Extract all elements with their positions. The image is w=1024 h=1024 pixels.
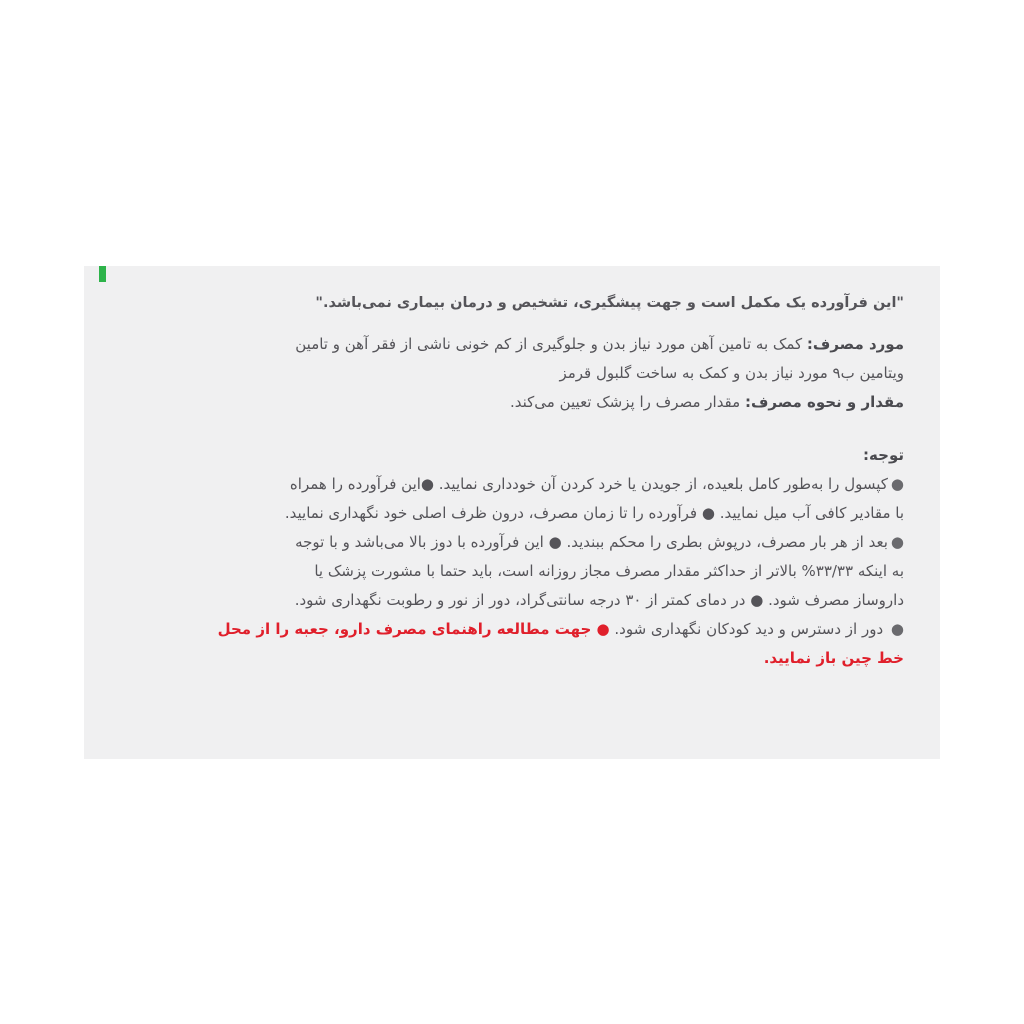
usage-line-2: ویتامین ب۹ مورد نیاز بدن و کمک به ساخت گلبول قرمز — [559, 364, 904, 382]
bullet-icon: ● — [890, 533, 904, 551]
notes-line-4: به اینکه ۳۳/۳۳% بالاتر از حداکثر مقدار مصرف مجاز روزانه است، باید حتما با مشورت پزشک یا — [314, 562, 904, 580]
usage-label: مورد مصرف: — [806, 335, 904, 353]
notes-line-2: با مقادیر کافی آب میل نمایید. ● فرآورده را تا زمان مصرف، درون ظرف اصلی خود نگهداری نمایید. — [284, 504, 904, 522]
notes-line-1-text: کپسول را به‌طور کامل بلعیده، از جویدن یا خرد کردن آن خودداری نمایید. ●این فرآورده را همراه — [289, 475, 888, 493]
notes-line-3-text: بعد از هر بار مصرف، درپوش بطری را محکم ببندید. ● این فرآورده با دوز بالا می‌باشد و با توجه — [295, 533, 888, 551]
usage-line-1 — [118, 330, 904, 359]
open-box-instruction-end: خط چین باز نمایید. — [763, 649, 904, 667]
dosage-label: مقدار و نحوه مصرف: — [744, 393, 904, 411]
usage-text-1: کمک به تامین آهن مورد نیاز بدن و جلوگیری از کم خونی ناشی از فقر آهن و تامین — [295, 335, 807, 353]
bullet-icon: ● — [890, 620, 904, 638]
notes-line-3 — [118, 528, 904, 557]
leaflet-text — [118, 286, 904, 673]
green-registration-mark — [99, 266, 106, 282]
notes-heading: توجه: — [863, 446, 904, 464]
dosage-line — [118, 388, 904, 417]
bullet-icon: ● — [890, 475, 904, 493]
notes-line-6 — [118, 615, 904, 644]
open-box-instruction: ● جهت مطالعه راهنمای مصرف دارو، جعبه را از محل — [217, 620, 610, 638]
notes-line-1 — [118, 470, 904, 499]
notes-line-5: داروساز مصرف شود. ● در دمای کمتر از ۳۰ درجه سانتی‌گراد، دور از نور و رطوبت نگهداری شود. — [294, 591, 904, 609]
disclaimer: "این فرآورده یک مکمل است و جهت پیشگیری، تشخیص و درمان بیماری نمی‌باشد." — [315, 295, 904, 311]
dosage-text: مقدار مصرف را پزشک تعیین می‌کند. — [509, 393, 745, 411]
notes-line-6-text: دور از دسترس و دید کودکان نگهداری شود. — [609, 620, 888, 638]
